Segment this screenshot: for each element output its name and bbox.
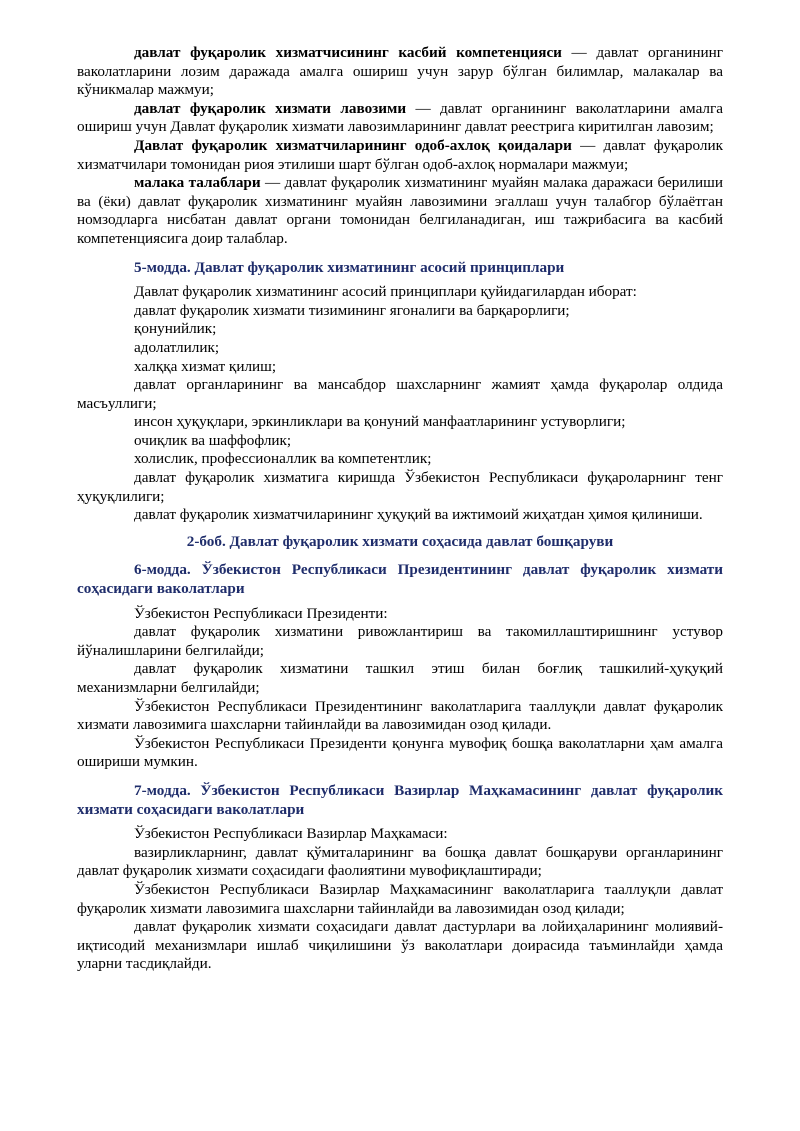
article-7-heading: 7-модда. Ўзбекистон Республикаси Вазирлар Маҳкамасининг давлат фуқаролик хизмати соҳасидаги ваколатлари	[77, 781, 723, 818]
article-7-paragraph: вазирликларнинг, давлат қўмиталарининг ва бошқа давлат бошқаруви органларининг давлат фуқаролик хизмати соҳасидаги фаолиятини мувофиқлаштиради;	[77, 843, 723, 880]
article-5-paragraph: очиқлик ва шаффофлик;	[134, 431, 292, 449]
article-5-paragraph: адолатлилик;	[134, 338, 220, 356]
article-5-paragraph: давлат фуқаролик хизматига киришда Ўзбекистон Республикаси фуқароларнинг тенг ҳуқуқлилиги;	[77, 469, 723, 505]
article-5-paragraph: давлат фуқаролик хизматчиларининг ҳуқуқий ва ижтимоий жиҳатдан ҳимоя қилиниши.	[134, 506, 703, 524]
article-6-paragraph: давлат фуқаролик хизматини ташкил этиш билан боғлиқ ташкилий-ҳуқуқий механизмларни белгилайди;	[77, 660, 723, 696]
definition-term: малака талаблари	[134, 174, 261, 192]
definition-text: — давлат органининг ваколатларини амалга ошириш учун Давлат фуқаролик хизмати лавозимларининг давлат реестрига киритилган лавозим;	[77, 99, 723, 136]
article-6-heading: 6-модда. Ўзбекистон Республикаси Президентининг давлат фуқаролик хизмати соҳасидаги ваколатлари	[77, 561, 723, 598]
definition-text: — давлат фуқаролик хизматчилари томонидан риоя этилиши шарт бўлган одоб-ахлоқ нормалари мажмуи;	[77, 136, 723, 173]
chapter-2-heading: 2-боб. Давлат фуқаролик хизмати соҳасида давлат бошқаруви	[186, 532, 614, 550]
article-5-paragraph: инсон ҳуқуқлари, эркинликлари ва қонуний манфаатларининг устуворлиги;	[134, 413, 626, 431]
definition-paragraph	[77, 137, 723, 174]
article-5-paragraph: халққа хизмат қилиш;	[134, 357, 277, 375]
definition-term: давлат фуқаролик хизматчисининг касбий компетенцияси	[134, 44, 562, 61]
definition-paragraph	[77, 44, 723, 100]
article-5-paragraph: Давлат фуқаролик хизматининг асосий принциплари қуйидагилардан иборат:	[134, 283, 637, 301]
definition-text: — давлат фуқаролик хизматининг муайян малака даражаси берилиши ва (ёки) давлат фуқаролик хизматининг муайян лавозимини эгаллаш учун талабгор бўлаётган номзодларга нисбатан давлат органи томонидан белгиланадиган, иш тажрибасига ва касбий компетенциясига доир талаблар.	[77, 174, 723, 247]
article-6-paragraph: Ўзбекистон Республикаси Президенти:	[134, 604, 388, 622]
definition-term: Давлат фуқаролик хизматчиларининг одоб-ахлоқ қоидалари	[134, 136, 572, 154]
article-6-paragraph: Ўзбекистон Республикаси Президенти қонунга мувофиқ бошқа ваколатларни ҳам амалга ошириши мумкин.	[77, 734, 723, 771]
article-6-paragraph: Ўзбекистон Республикаси Президентининг ваколатларига тааллуқли давлат фуқаролик хизмати лавозимига шахсларни тайинлайди ва лавозимидан озод қилади.	[77, 697, 723, 734]
article-5-heading: 5-модда. Давлат фуқаролик хизматининг асосий принциплари	[134, 258, 565, 276]
article-5-paragraph: давлат органларининг ва мансабдор шахсларнинг жамият ҳамда фуқаролар олдида масъуллиги;	[77, 376, 723, 412]
definition-text: — давлат органининг ваколатларини лозим даражада амалга ошириш учун зарур бўлган билимлар, малакалар ва кўникмалар мажмуи;	[77, 44, 724, 99]
article-5-paragraph: холислик, профессионаллик ва компетентлик;	[134, 450, 432, 468]
article-6-paragraph: давлат фуқаролик хизматини ривожлантириш ва такомиллаштиришнинг устувор йўналишларини белгилайди;	[77, 623, 723, 659]
article-5-paragraph: қонунийлик;	[134, 320, 217, 338]
article-7-paragraph: Ўзбекистон Республикаси Вазирлар Маҳкамаси:	[134, 825, 448, 843]
article-7-paragraph: давлат фуқаролик хизмати соҳасидаги давлат дастурлари ва лойиҳаларининг молиявий-иқтисодий механизмлари ишлаб чиқилишини ўз ваколатлари доирасида таъминлайди ҳамда уларни тасдиқлайди.	[77, 918, 723, 973]
article-7-paragraph: Ўзбекистон Республикаси Вазирлар Маҳкамасининг ваколатларига тааллуқли давлат фуқаролик хизмати лавозимига шахсларни тайинлайди ва лавозимидан озод қилади;	[77, 880, 723, 917]
article-5-paragraph: давлат фуқаролик хизмати тизимининг ягоналиги ва барқарорлиги;	[134, 301, 570, 319]
definition-term: давлат фуқаролик хизмати лавозими	[134, 99, 407, 117]
definition-paragraph	[77, 174, 723, 248]
definition-paragraph	[77, 100, 723, 137]
